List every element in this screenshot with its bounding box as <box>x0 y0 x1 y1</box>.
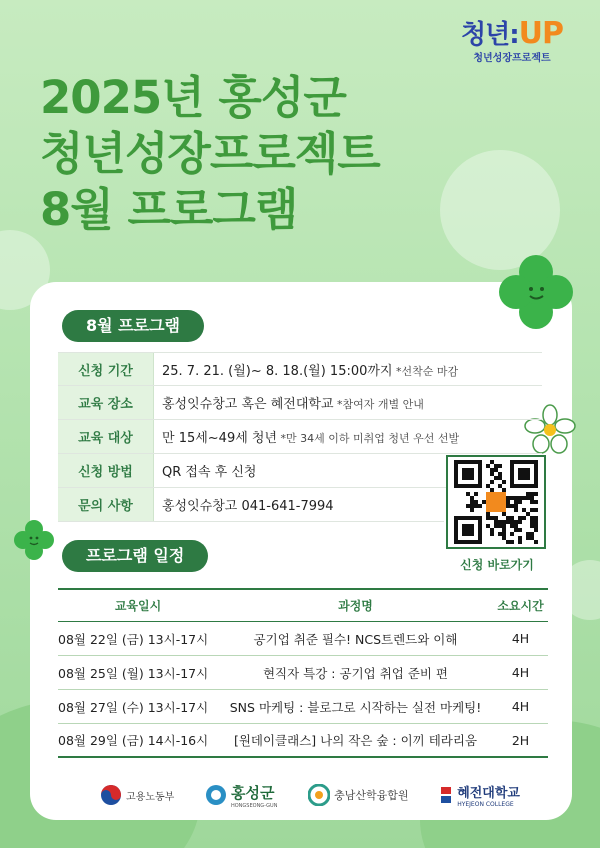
hyejeon-emblem-icon <box>439 786 453 804</box>
info-value: 홍성잇슈창고 041-641-7994 <box>162 499 334 514</box>
title-line-1: 2025년 홍성군 <box>40 71 346 124</box>
row-hours: 4H <box>511 665 530 680</box>
header-course: 과정명 <box>338 599 373 613</box>
schedule-header <box>58 588 548 622</box>
table-row <box>58 724 548 758</box>
info-label: 문의 사항 <box>58 488 154 521</box>
schedule-table <box>58 588 548 758</box>
row-date: 08월 25일 (월) 13시-17시 <box>58 665 209 681</box>
row-hours: 2H <box>511 732 530 748</box>
qr-code-icon <box>448 457 544 547</box>
header-date: 교육일시 <box>114 599 162 613</box>
section-title-program: 8월 프로그램 <box>62 310 204 342</box>
hongseong-emblem-icon <box>205 784 227 806</box>
table-row <box>58 622 548 656</box>
table-row <box>58 656 548 690</box>
section-title-schedule: 프로그램 일정 <box>62 540 208 572</box>
row-hours: 4H <box>511 699 530 714</box>
info-row <box>58 352 542 386</box>
taegeuk-icon <box>100 784 122 806</box>
sponsor-hyejeon: 혜전대학교 HYEJEON COLLEGE <box>439 782 520 808</box>
title-line-2: 청년성장프로젝트 <box>40 127 380 180</box>
info-label: 교육 대상 <box>58 420 154 453</box>
clover-icon <box>12 518 56 562</box>
row-course: [원데이클래스] 나의 작은 숲 : 이끼 테라리움 <box>233 733 478 748</box>
youth-up-logo: 청년:UP 청년성장프로젝트 <box>461 16 563 64</box>
sponsor-moel: 고용노동부 <box>100 784 174 806</box>
row-hours: 4H <box>511 631 530 646</box>
row-date: 08월 27일 (수) 13시-17시 <box>58 699 209 715</box>
table-row <box>58 690 548 724</box>
sponsor-logos <box>100 780 520 810</box>
sponsor-hongseong: 홍성군 HONGSEONG-GUN <box>205 782 277 809</box>
info-row <box>58 488 444 522</box>
info-row <box>58 386 542 420</box>
qr-code[interactable] <box>446 455 546 549</box>
info-value: 만 15세~49세 청년 *만 34세 이하 미취업 청년 우선 선발 <box>162 431 460 446</box>
header-hours: 소요시간 <box>497 599 544 613</box>
info-value: QR 접속 후 신청 <box>162 465 257 480</box>
info-value: 홍성잇슈창고 혹은 혜전대학교 *참여자 개별 안내 <box>162 397 424 412</box>
sponsor-chungnam: 충남산학융합원 <box>308 784 408 806</box>
row-course: 공기업 취준 필수! NCS트렌드와 이해 <box>253 631 458 647</box>
row-course: SNS 마케팅 : 블로그로 시작하는 실전 마케팅! <box>229 699 482 715</box>
info-label: 신청 방법 <box>58 454 154 487</box>
page-title <box>40 70 510 238</box>
title-line-3: 8월 프로그램 <box>40 183 298 236</box>
info-label: 신청 기간 <box>58 353 154 385</box>
clover-icon <box>496 252 576 332</box>
info-label: 교육 장소 <box>58 386 154 419</box>
row-date: 08월 22일 (금) 13시-17시 <box>58 631 209 647</box>
chungnam-emblem-icon <box>308 784 330 806</box>
info-value: 25. 7. 21. (월)~ 8. 18.(월) 15:00까지 *선착순 마감 <box>162 363 459 379</box>
row-date: 08월 29일 (금) 14시-16시 <box>58 733 209 748</box>
qr-link-label[interactable]: 신청 바로가기 <box>460 558 534 572</box>
row-course: 현직자 특강 : 공기업 취업 준비 편 <box>262 665 449 681</box>
info-row <box>58 420 542 454</box>
